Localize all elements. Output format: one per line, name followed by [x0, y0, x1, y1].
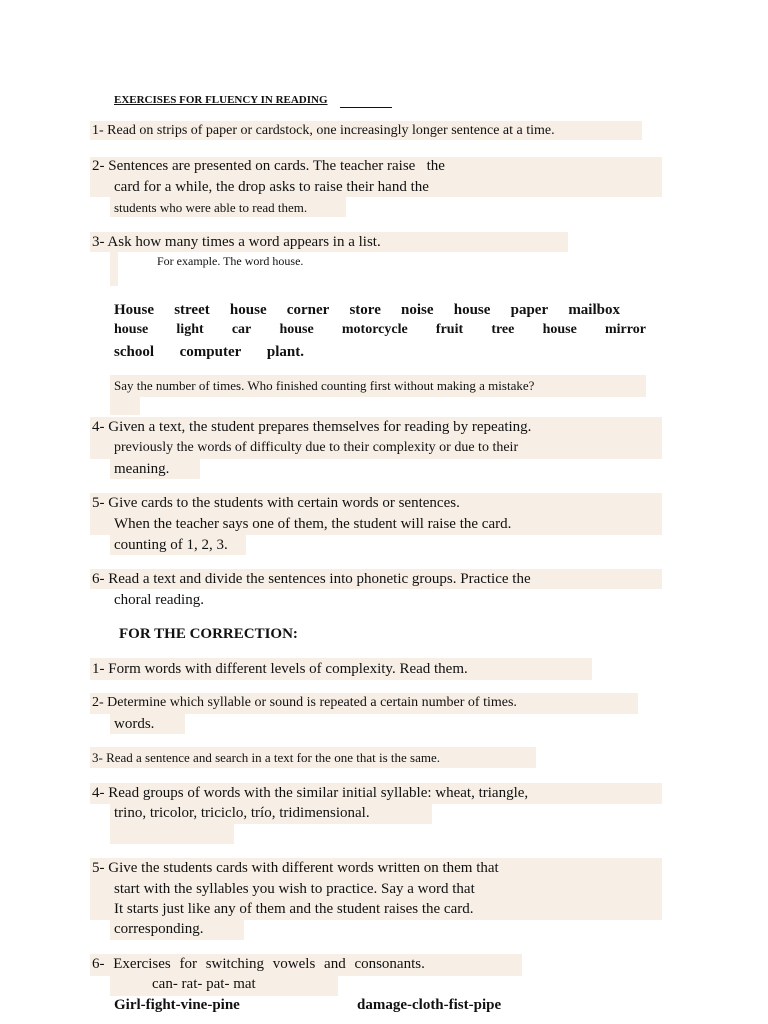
correction-item-4-line-2: trino, tricolor, triciclo, trío, tridimensional.: [114, 805, 370, 821]
list-item: car: [231, 322, 252, 337]
list-item: mailbox: [568, 302, 620, 318]
count-question: Say the number of times. Who finished counting first without making a mistake?: [114, 378, 535, 393]
exercise-item-5-line-1: 5- Give cards to the students with certain words or sentences.: [92, 495, 460, 511]
exercise-item-3-line-1: 3- Ask how many times a word appears in a list.: [92, 234, 381, 250]
list-item: fruit: [435, 322, 464, 337]
correction-item-2-line-2: words.: [114, 716, 155, 732]
list-item: plant.: [266, 344, 304, 360]
correction-item-5-line-3: It starts just like any of them and the student raises the card.: [114, 901, 474, 917]
word-list-line-3: [114, 345, 304, 360]
list-item: paper: [510, 302, 549, 318]
exercise-item-5-line-2: When the teacher says one of them, the student will raise the card.: [114, 516, 512, 532]
list-item: house: [453, 302, 491, 318]
highlight-band: [110, 397, 140, 415]
exercise-item-4-line-2: previously the words of difficulty due to their complexity or due to their: [114, 440, 519, 455]
list-item: house: [229, 302, 267, 318]
correction-item-5-line-4: corresponding.: [114, 921, 204, 937]
correction-item-1-text: 1- Form words with different levels of complexity. Read them.: [92, 661, 468, 677]
page-title: EXERCISES FOR FLUENCY IN READING: [114, 94, 328, 106]
exercise-item-4-line-3: meaning.: [114, 461, 170, 477]
correction-item-3: 3- Read a sentence and search in a text for the one that is the same.: [92, 750, 440, 765]
list-item: store: [349, 302, 381, 318]
exercise-item-6-line-1: 6- Read a text and divide the sentences into phonetic groups. Practice the: [92, 571, 531, 587]
list-item: light: [176, 322, 204, 337]
correction-item-4-line-1: 4- Read groups of words with the similar initial syllable: wheat, triangle,: [92, 785, 529, 801]
exercise-item-2-line-3: students who were able to read them.: [114, 200, 308, 215]
word-pair-right: damage-cloth-fist-pipe: [357, 997, 502, 1013]
correction-item-5-line-1: 5- Give the students cards with different words written on them that: [92, 860, 499, 876]
correction-item-2-line-1: 2- Determine which syllable or sound is repeated a certain number of times.: [92, 695, 517, 710]
list-item: tree: [491, 322, 515, 337]
exercise-item-1-text: 1- Read on strips of paper or cardstock, one increasingly longer sentence at a time.: [92, 123, 555, 138]
list-item: House: [114, 302, 155, 318]
correction-item-6-line-1: 6- Exercises for switching vowels and consonants.: [92, 956, 425, 972]
list-item: corner: [286, 302, 330, 318]
exercise-item-5-line-3: counting of 1, 2, 3.: [114, 537, 228, 553]
list-item: mirror: [604, 322, 646, 337]
correction-heading: FOR THE CORRECTION:: [119, 626, 298, 642]
list-item: motorcycle: [341, 322, 408, 337]
list-item: school: [114, 344, 155, 360]
exercise-item-6-line-2: choral reading.: [114, 592, 204, 608]
list-item: house: [279, 322, 314, 337]
word-list-line-2: [114, 323, 646, 337]
word-list-line-1: [114, 303, 620, 318]
example-label: For example. The word house.: [157, 254, 304, 268]
exercise-item-2-line-1: 2- Sentences are presented on cards. The teacher raise the: [92, 158, 445, 174]
title-underline: [340, 107, 392, 108]
highlight-band: [110, 252, 118, 286]
list-item: house: [542, 322, 577, 337]
correction-item-5-line-2: start with the syllables you wish to practice. Say a word that: [114, 881, 475, 897]
correction-item-6-line-2: can- rat- pat- mat: [152, 976, 256, 992]
exercise-item-2-line-2: card for a while, the drop asks to raise their hand the: [114, 179, 429, 195]
correction-item-1: [92, 662, 554, 677]
list-item: noise: [401, 302, 434, 318]
exercise-item-4-line-1: 4- Given a text, the student prepares themselves for reading by repeating.: [92, 419, 532, 435]
list-item: computer: [179, 344, 242, 360]
list-item: house: [114, 322, 149, 337]
exercise-item-1: [92, 124, 638, 138]
word-pair-left: Girl-fight-vine-pine: [114, 997, 240, 1013]
list-item: street: [174, 302, 210, 318]
highlight-band: [110, 824, 234, 844]
